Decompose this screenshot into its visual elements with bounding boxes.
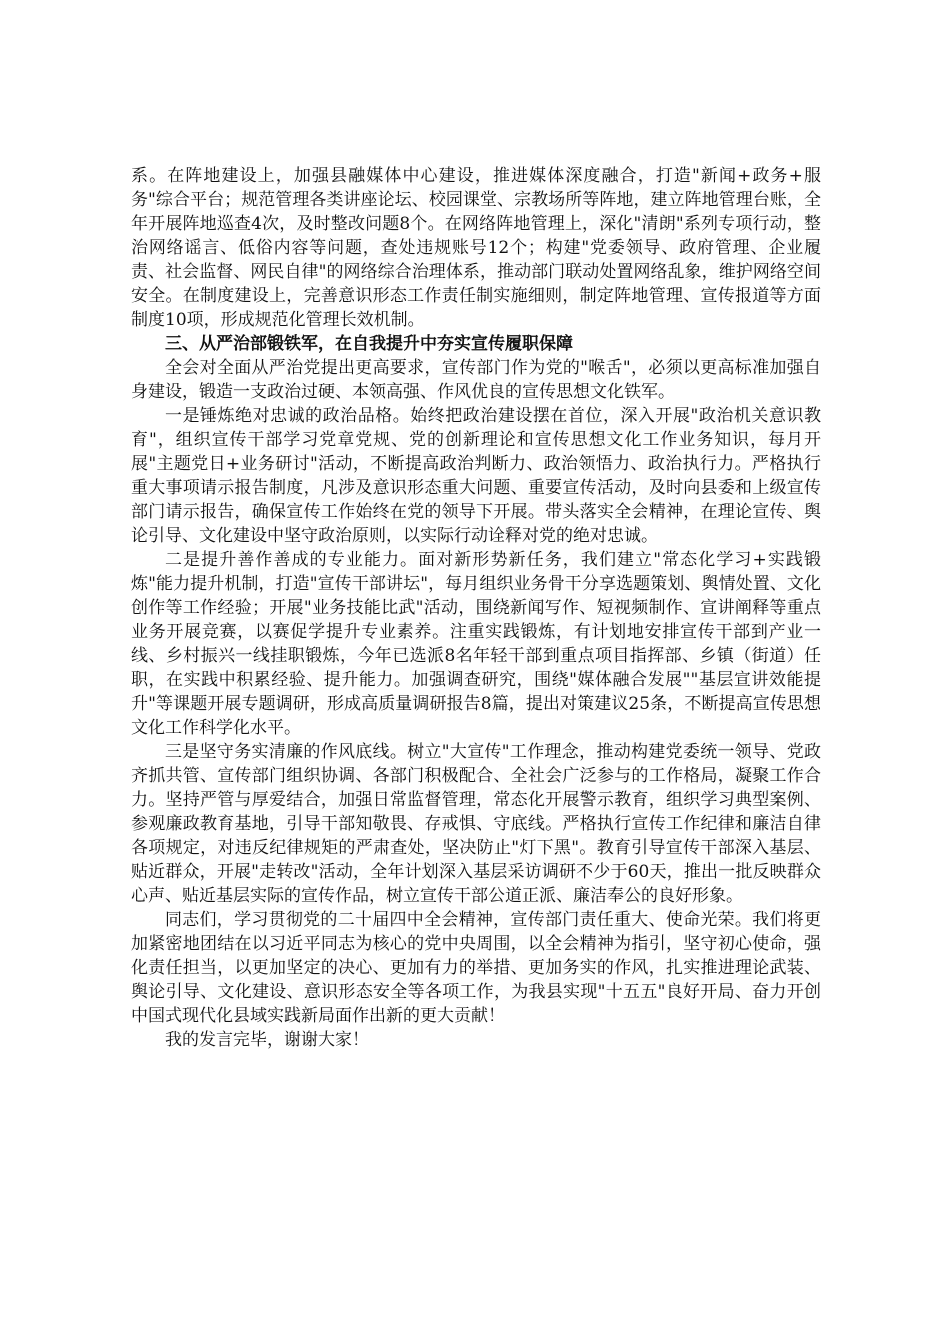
paragraph-intro: 全会对全面从严治党提出更高要求，宣传部门作为党的"喉舌"，必须以更高标准加强自身建设，锻造一支政治过硬、本领高强、作风优良的宣传思想文化铁军。 bbox=[131, 358, 821, 402]
paragraph-point-one: 一是锤炼绝对忠诚的政治品格。始终把政治建设摆在首位，深入开展"政治机关意识教育"，组织宣传干部学习党章党规、党的创新理论和宣传思想文化工作业务知识，每月开展"主题党日+业务研讨"活动，不断提高政治判断力、政治领悟力、政治执行力。严格执行重大事项请示报告制度，凡涉及意识形态重大问题、重要宣传活动，及时向县委和上级宣传部门请示报告，确保宣传工作始终在党的领导下开展。带头落实全会精神，在理论宣传、舆论引导、文化建设中坚守政治原则，以实际行动诠释对党的绝对忠诚。 bbox=[131, 406, 821, 546]
paragraph-point-two: 二是提升善作善成的专业能力。面对新形势新任务，我们建立"常态化学习+实践锻炼"能力提升机制，打造"宣传干部讲坛"，每月组织业务骨干分享选题策划、舆情处置、文化创作等工作经验；开展"业务技能比武"活动，围绕新闻写作、短视频制作、宣讲阐释等重点业务开展竞赛，以赛促学提升专业素养。注重实践锻炼，有计划地安排宣传干部到产业一线、乡村振兴一线挂职锻炼，今年已选派8名年轻干部到重点项目指挥部、乡镇（街道）任职，在实践中积累经验、提升能力。加强调查研究，围绕"媒体融合发展""基层宣讲效能提升"等课题开展专题调研，形成高质量调研报告8篇，提出对策建议25条，不断提高宣传思想文化工作科学化水平。 bbox=[131, 550, 821, 738]
paragraph-point-three: 三是坚守务实清廉的作风底线。树立"大宣传"工作理念，推动构建党委统一领导、党政齐抓共管、宣传部门组织协调、各部门积极配合、全社会广泛参与的工作格局，凝聚工作合力。坚持严管与厚爱结合，加强日常监督管理，常态化开展警示教育，组织学习典型案例、参观廉政教育基地，引导干部知敬畏、存戒惧、守底线。严格执行宣传工作纪律和廉洁自律各项规定，对违反纪律规矩的严肃查处，坚决防止"灯下黑"。教育引导宣传干部深入基层、贴近群众，开展"走转改"活动，全年计划深入基层采访调研不少于60天，推出一批反映群众心声、贴近基层实际的宣传作品，树立宣传干部公道正派、廉洁奉公的良好形象。 bbox=[131, 742, 821, 906]
section-heading: 三、从严治部锻铁军，在自我提升中夯实宣传履职保障 bbox=[165, 334, 573, 354]
paragraph-conclusion: 同志们，学习贯彻党的二十届四中全会精神，宣传部门责任重大、使命光荣。我们将更加紧密地团结在以习近平同志为核心的党中央周围，以全会精神为指引，坚守初心使命，强化责任担当，以更加坚定的决心、更加有力的举措、更加务实的作风，扎实推进理论武装、舆论引导、文化建设、意识形态安全等各项工作，为我县实现"十五五"良好开局、奋力开创中国式现代化县域实践新局面作出新的更大贡献！ bbox=[131, 910, 821, 1026]
paragraph-closing: 我的发言完毕，谢谢大家！ bbox=[165, 1030, 369, 1050]
document-body bbox=[131, 164, 821, 1052]
paragraph-continued: 系。在阵地建设上，加强县融媒体中心建设，推进媒体深度融合，打造"新闻+政务+服务"综合平台；规范管理各类讲座论坛、校园课堂、宗教场所等阵地，建立阵地管理台账，全年开展阵地巡查4次，及时整改问题8个。在网络阵地管理上，深化"清朗"系列专项行动，整治网络谣言、低俗内容等问题，查处违规账号12个；构建"党委领导、政府管理、企业履责、社会监督、网民自律"的网络综合治理体系，推动部门联动处置网络乱象，维护网络空间安全。在制度建设上，完善意识形态工作责任制实施细则，制定阵地管理、宣传报道等方面制度10项，形成规范化管理长效机制。 bbox=[131, 166, 821, 330]
